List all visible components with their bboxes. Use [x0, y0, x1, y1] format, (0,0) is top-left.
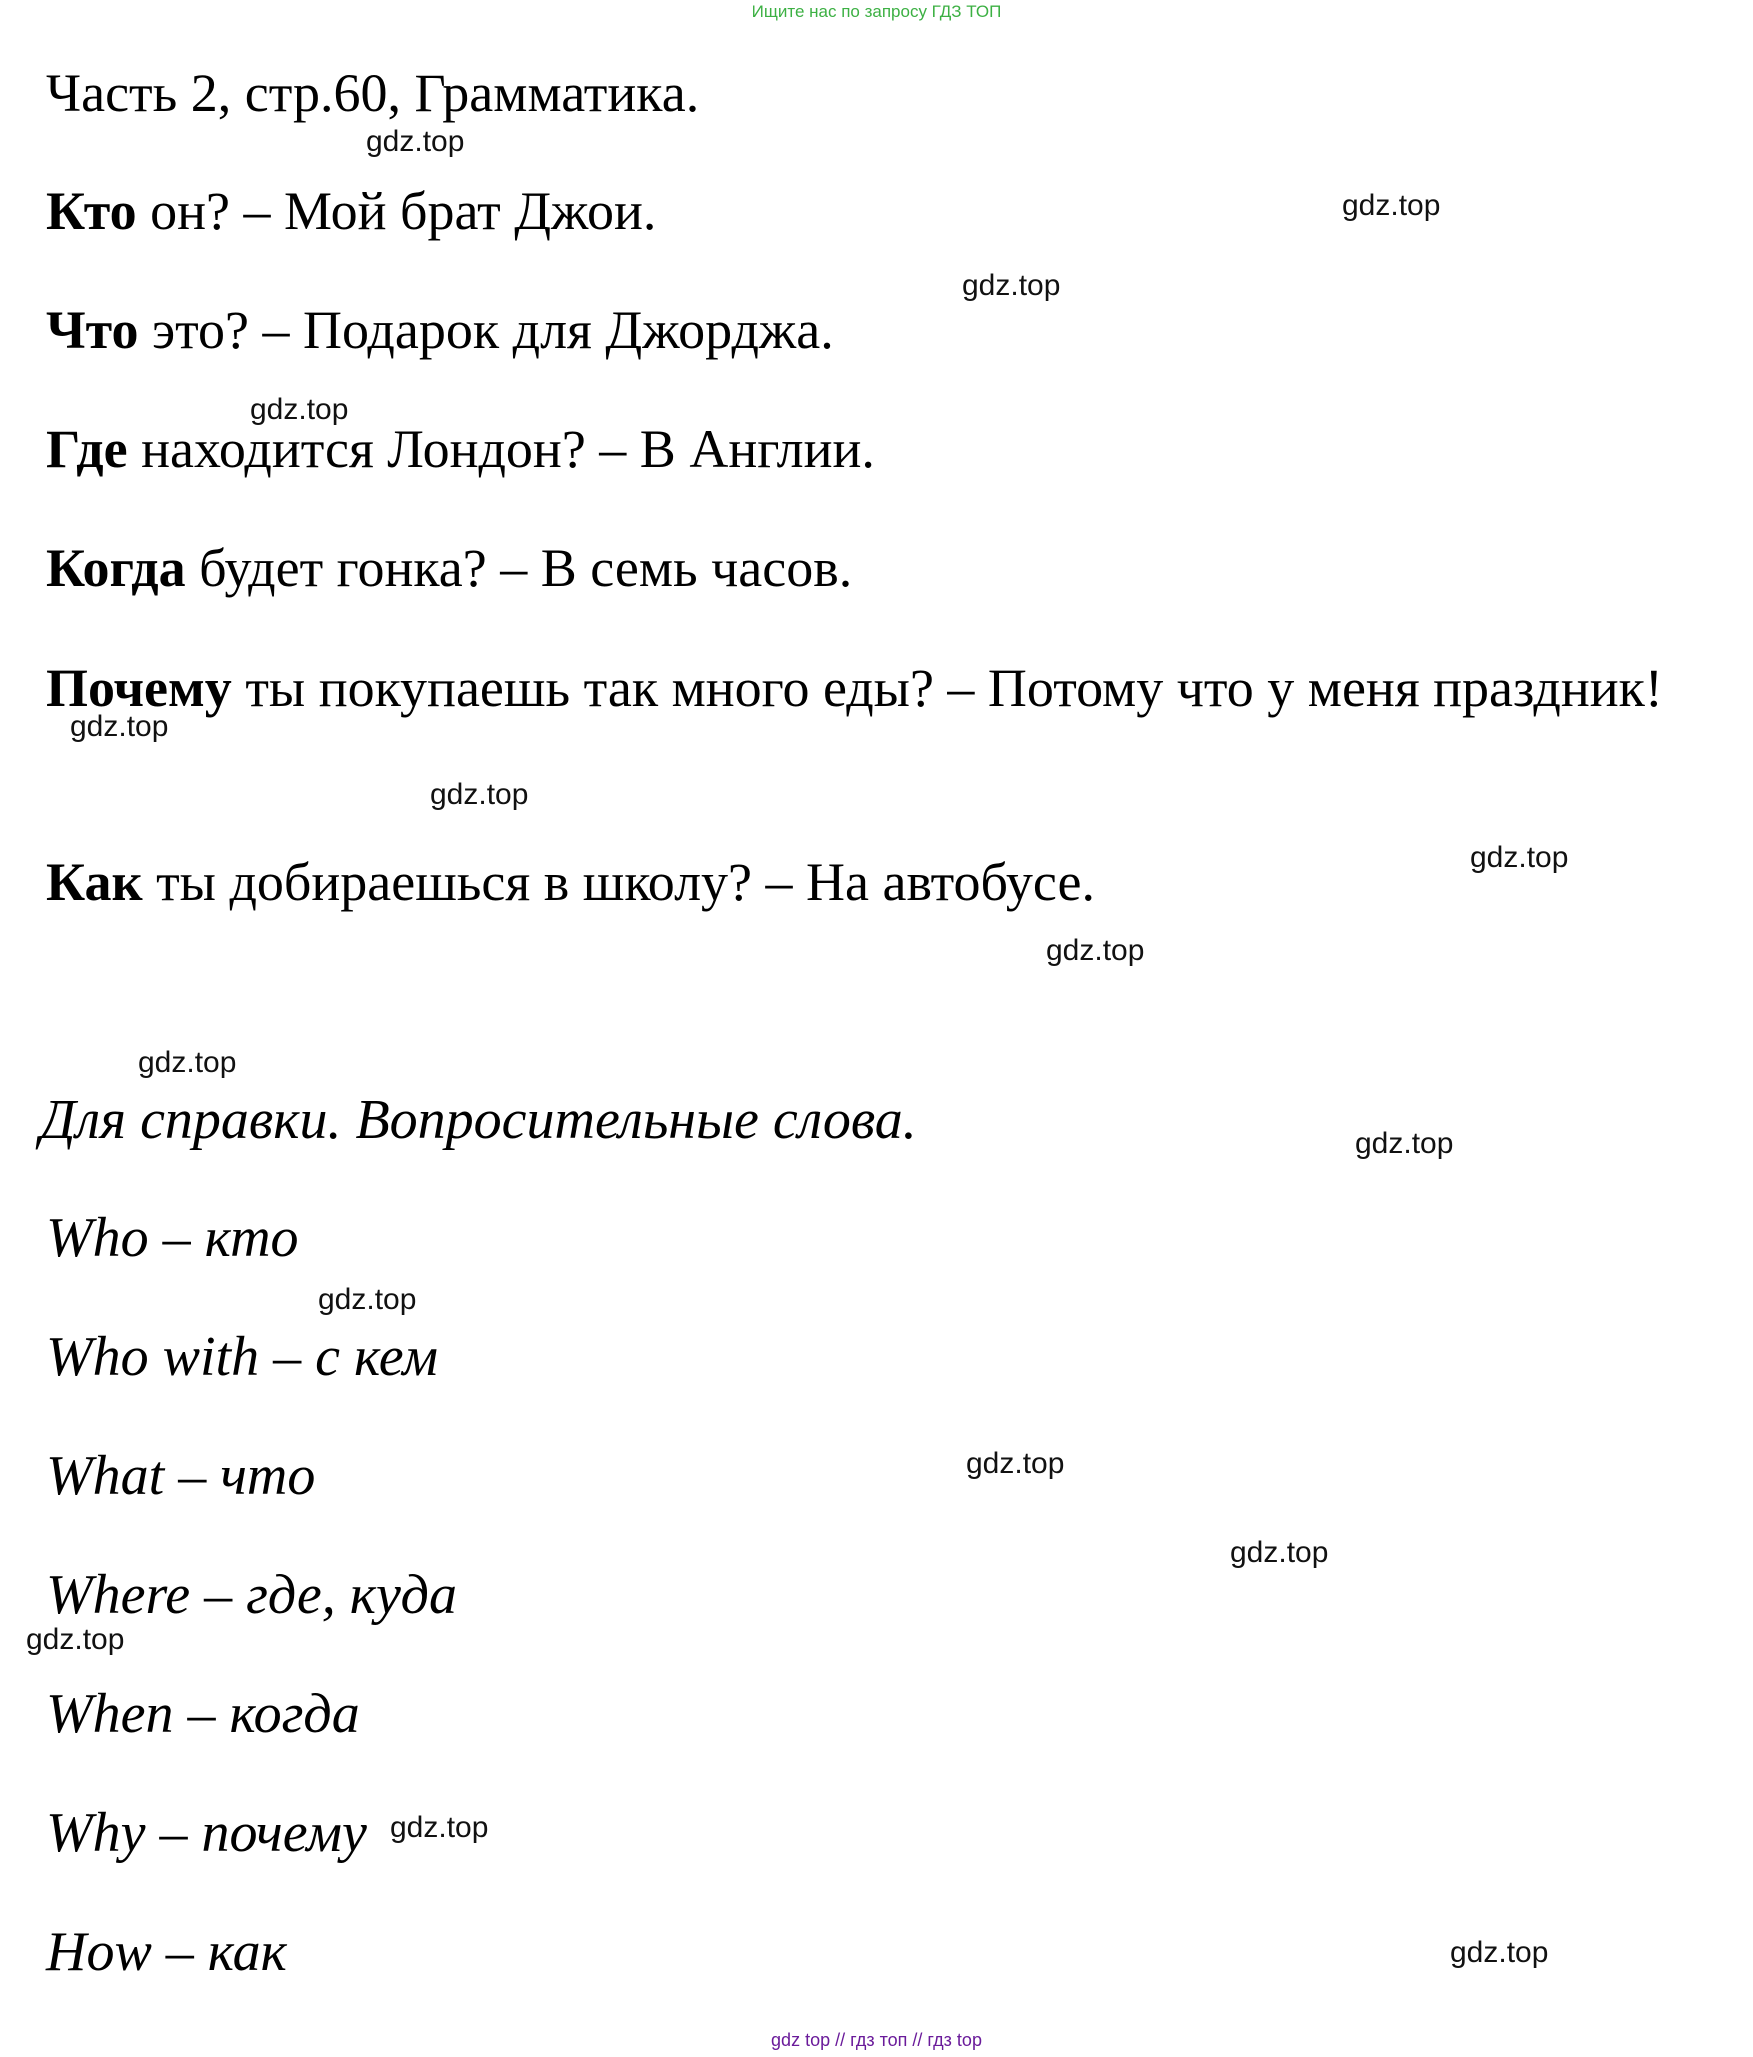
watermark: gdz.top	[966, 1447, 1065, 1480]
question-word: Как	[46, 852, 143, 912]
qa-line-why	[46, 650, 1708, 726]
watermark: gdz.top	[70, 710, 169, 743]
top-banner: Ищите нас по запросу ГДЗ ТОП	[751, 2, 1002, 21]
reference-item: What – что	[46, 1445, 316, 1507]
question-word: Почему	[46, 658, 232, 718]
watermark: gdz.top	[318, 1283, 417, 1316]
watermark: gdz.top	[430, 778, 529, 811]
answer-text: ты добираешься в школу? – На автобусе.	[142, 852, 1095, 912]
reference-item: When – когда	[46, 1683, 360, 1745]
reference-item: Who – кто	[46, 1207, 299, 1269]
question-word: Когда	[46, 538, 186, 598]
answer-text: ты покупаешь так много еды? – Потому что у меня праздник!	[231, 658, 1663, 718]
page-heading: Часть 2, стр.60, Грамматика.	[46, 63, 700, 123]
qa-line-what	[46, 300, 834, 360]
watermark: gdz.top	[390, 1811, 489, 1844]
qa-line-who	[46, 181, 656, 241]
watermark: gdz.top	[138, 1046, 237, 1079]
qa-line-how	[46, 852, 1095, 912]
qa-line-where	[46, 419, 875, 479]
question-word: Кто	[46, 181, 137, 241]
bottom-banner: gdz top // гдз топ // гдз top	[771, 2030, 982, 2050]
question-word: Что	[46, 300, 139, 360]
watermark: gdz.top	[1342, 189, 1441, 222]
qa-line-when	[46, 538, 852, 598]
reference-item: Why – почему	[46, 1802, 367, 1864]
reference-item: How – как	[46, 1921, 287, 1983]
watermark: gdz.top	[1230, 1536, 1329, 1569]
question-word: Где	[46, 419, 128, 479]
watermark: gdz.top	[26, 1623, 125, 1656]
answer-text: будет гонка? – В семь часов.	[185, 538, 853, 598]
answer-text: он? – Мой брат Джои.	[136, 181, 657, 241]
watermark: gdz.top	[1450, 1936, 1549, 1969]
reference-item: Who with – с кем	[46, 1326, 438, 1388]
answer-text: находится Лондон? – В Англии.	[127, 419, 875, 479]
watermark: gdz.top	[962, 269, 1061, 302]
answer-text: это? – Подарок для Джорджа.	[138, 300, 834, 360]
watermark: gdz.top	[250, 393, 349, 426]
reference-title: Для справки. Вопросительные слова.	[40, 1089, 917, 1151]
watermark: gdz.top	[1046, 934, 1145, 967]
watermark: gdz.top	[1355, 1127, 1454, 1160]
watermark: gdz.top	[366, 125, 465, 158]
watermark: gdz.top	[1470, 841, 1569, 874]
reference-item: Where – где, куда	[46, 1564, 458, 1626]
